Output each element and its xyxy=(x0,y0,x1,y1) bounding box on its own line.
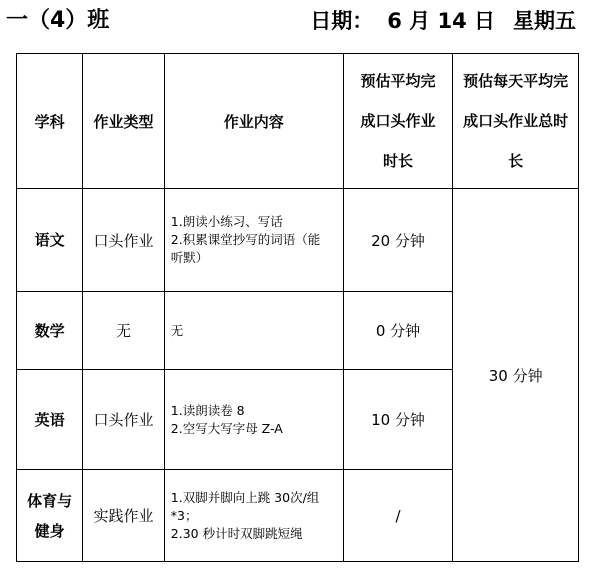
page-header xyxy=(0,0,596,50)
header-total-line1: 预估每天平均完 xyxy=(463,72,569,90)
header-content: 作业内容 xyxy=(164,54,343,189)
subject-line: 健身 xyxy=(34,521,65,540)
content-line: 1.双脚并脚向上跳 30次/组 xyxy=(170,489,320,505)
header-avg-time xyxy=(343,54,453,189)
header-total-line2: 成口头作业总时 xyxy=(463,112,569,130)
header-subject: 学科 xyxy=(17,54,83,189)
date-line xyxy=(310,6,576,36)
type-cell: 口头作业 xyxy=(83,370,164,470)
weekday: 星期五 xyxy=(513,9,576,33)
content-line: 2.积累课堂抄写的词语（能 xyxy=(170,232,321,247)
subject-line: 体育与 xyxy=(27,491,73,510)
subject-cell: 数学 xyxy=(17,292,83,370)
content-cell xyxy=(164,189,343,292)
type-cell: 实践作业 xyxy=(83,470,164,562)
content-line: 听默） xyxy=(170,250,209,265)
content-line: 无 xyxy=(170,322,184,338)
total-time-cell: 30 分钟 xyxy=(453,189,579,562)
date-label: 日期： xyxy=(310,9,374,33)
avg-time-cell: 10 分钟 xyxy=(343,370,453,470)
avg-time-cell: 0 分钟 xyxy=(343,292,453,370)
header-total-line3: 长 xyxy=(508,152,524,170)
content-line: 2.空写大写字母 Z-A xyxy=(170,420,283,436)
homework-table xyxy=(16,53,579,562)
subject-cell: 语文 xyxy=(17,189,83,292)
content-cell xyxy=(164,370,343,470)
content-cell xyxy=(164,470,343,562)
table-header-row xyxy=(17,54,579,189)
type-cell: 无 xyxy=(83,292,164,370)
content-cell xyxy=(164,292,343,370)
type-cell: 口头作业 xyxy=(83,189,164,292)
header-avg-line2: 成口头作业 xyxy=(360,112,436,130)
subject-cell xyxy=(17,470,83,562)
avg-time-cell: 20 分钟 xyxy=(343,189,453,292)
content-line: *3； xyxy=(170,507,198,523)
header-type: 作业类型 xyxy=(83,54,164,189)
date-value: 6 月 14 日 xyxy=(387,9,495,33)
content-line: 2.30 秒计时双脚跳短绳 xyxy=(170,525,303,541)
avg-time-cell: / xyxy=(343,470,453,562)
content-line: 1.朗读小练习、写话 xyxy=(170,214,283,229)
header-total-time xyxy=(453,54,579,189)
header-avg-line3: 时长 xyxy=(383,152,414,170)
class-title: 一（4）班 xyxy=(6,8,110,33)
content-line: 1.读朗读卷 8 xyxy=(170,402,245,418)
header-avg-line1: 预估平均完 xyxy=(360,72,436,90)
subject-cell: 英语 xyxy=(17,370,83,470)
table-row xyxy=(17,189,579,292)
